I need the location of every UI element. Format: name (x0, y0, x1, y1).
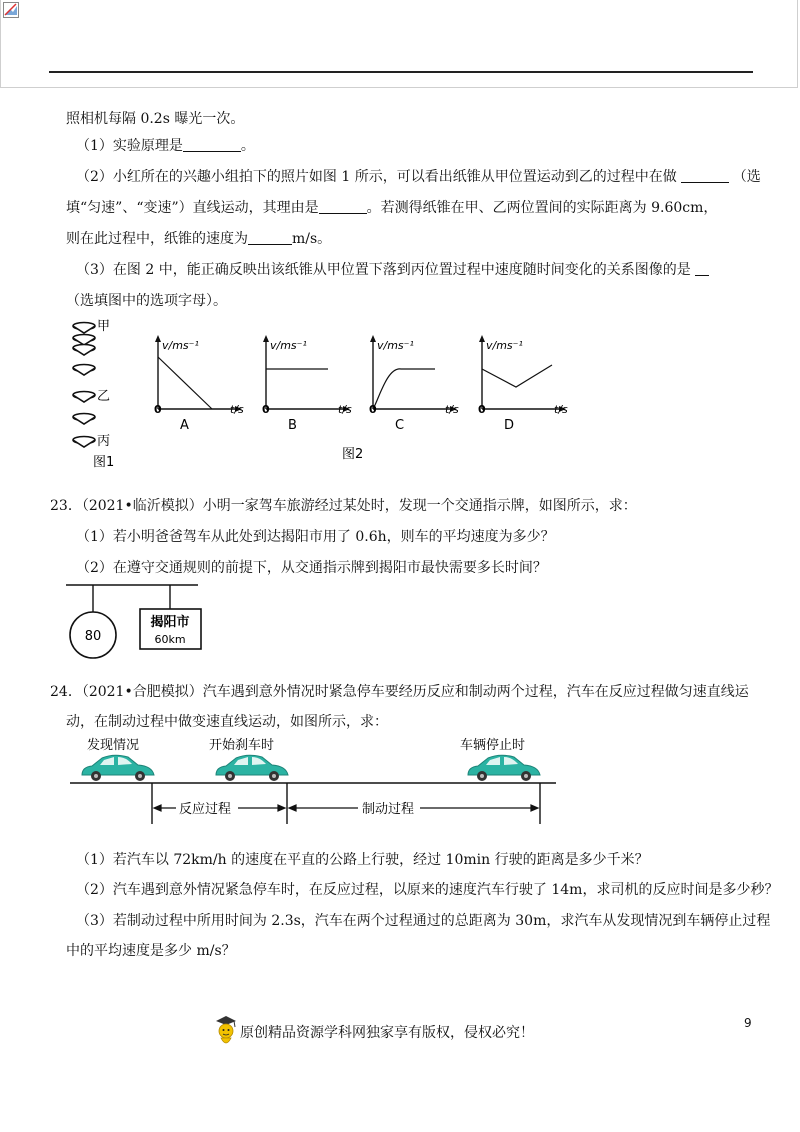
label-yi: 乙 (97, 389, 111, 404)
option-label: A (180, 418, 189, 433)
vt-curve (373, 369, 435, 409)
answer-blank (183, 137, 241, 152)
braking-diagram (68, 734, 568, 824)
y-axis-arrow (263, 335, 269, 342)
vt-graph-b (262, 335, 352, 433)
vt-graph-a (154, 335, 244, 433)
q22-part2-line2 (66, 199, 717, 217)
vt-curve (482, 365, 552, 387)
y-axis-arrow (155, 335, 161, 342)
q23-part2: （2）在遵守交通规则的前提下，从交通指示牌到揭阳市最快需要多长时间？ (76, 560, 547, 576)
y-axis-label: v/ms⁻¹ (270, 339, 307, 352)
q22-part2-line3 (66, 230, 331, 248)
option-label: C (395, 418, 405, 433)
q22-part2-text3b: m/s。 (292, 231, 332, 247)
y-axis-arrow (370, 335, 376, 342)
answer-blank (695, 261, 709, 276)
q22-part2-text1: （2）小红所在的兴趣小组拍下的照片如图 1 所示，可以看出纸锥从甲位置运动到乙的过程中在做 (76, 169, 677, 185)
figure1-caption: 图1 (93, 455, 115, 470)
page-number: 9 (744, 1016, 752, 1030)
answer-blank (248, 230, 292, 245)
q24-part2: （2）汽车遇到意外情况紧急停车时，在反应过程，以原来的速度汽车行驶了 14m，求司机的反应时间是多少秒？ (76, 882, 779, 898)
stage-brake-label: 开始刹车时 (209, 738, 275, 753)
origin-label: 0 (262, 403, 270, 416)
speed-limit-value: 80 (84, 629, 102, 644)
figure1-cones (73, 323, 95, 448)
traffic-sign (62, 580, 222, 660)
origin-label: 0 (369, 403, 377, 416)
mascot-icon (214, 1014, 238, 1048)
q24-stem-line1: 24．（2021•合肥模拟）汽车遇到意外情况时紧急停车要经历反应和制动两个过程，汽车在反应过程做匀速直线运 (50, 684, 749, 700)
q22-part3-line2: （选填图中的选项字母）。 (66, 293, 227, 309)
q22-line1: 照相机每隔 0.2s 曝光一次。 (66, 111, 245, 127)
label-bing: 丙 (97, 434, 111, 449)
q22-part2-text2: 填“匀速”、“变速”）直线运动，其理由是 (66, 200, 319, 216)
x-axis-label: t/s (554, 403, 568, 416)
vt-curve (158, 357, 212, 409)
x-axis-label: t/s (230, 403, 244, 416)
braking-label: 制动过程 (362, 802, 415, 817)
q22-part1-text: （1）实验原理是 (76, 138, 183, 154)
origin-label: 0 (478, 403, 486, 416)
distance-sign-city: 揭阳市 (150, 615, 190, 630)
q24-part1: （1）若汽车以 72km/h 的速度在平直的公路上行驶，经过 10min 行驶的距离是多少千米？ (76, 852, 649, 868)
car-icon (82, 755, 154, 781)
stage-stop-label: 车辆停止时 (460, 738, 526, 753)
q22-part2-text3: 则在此过程中，纸锥的速度为 (66, 231, 248, 247)
q24-part3-line2: 中的平均速度是多少 m/s？ (66, 943, 236, 959)
q23-part1: （1）若小明爸爸驾车从此处到达揭阳市用了 0.6h，则车的平均速度为多少？ (76, 529, 555, 545)
x-axis-label: t/s (338, 403, 352, 416)
car-icon (468, 755, 540, 781)
y-axis-label: v/ms⁻¹ (486, 339, 523, 352)
car-icon (216, 755, 288, 781)
q22-part2-text1b: （选 (732, 169, 761, 185)
stage-found-label: 发现情况 (87, 738, 140, 753)
page-header (0, 0, 798, 88)
q24-stem-line2: 动，在制动过程中做变速直线运动，如图所示，求： (66, 714, 388, 730)
q22-part1 (76, 137, 255, 155)
label-jia: 甲 (97, 319, 111, 334)
figure2-graphs (154, 335, 568, 433)
footer-copyright: 原创精品资源学科网独家享有版权，侵权必究！ (240, 1025, 534, 1041)
q22-part2-text2b: 。若测得纸锥在甲、乙两位置间的实际距离为 9.60cm， (366, 200, 718, 216)
broken-image-icon (3, 2, 19, 18)
vt-graph-d (478, 335, 568, 433)
answer-blank (319, 199, 367, 214)
y-axis-arrow (479, 335, 485, 342)
q22-part1-end: 。 (240, 138, 255, 154)
answer-blank (681, 168, 729, 183)
q23-stem: 23．（2021•临沂模拟）小明一家驾车旅游经过某处时，发现一个交通指示牌，如图所示，求： (50, 498, 637, 514)
y-axis-label: v/ms⁻¹ (162, 339, 199, 352)
header-rule (49, 71, 753, 73)
x-axis-label: t/s (445, 403, 459, 416)
q22-part3-text1: （3）在图 2 中，能正确反映出该纸锥从甲位置下落到丙位置过程中速度随时间变化的关系图像的是 (76, 262, 691, 278)
option-label: D (504, 418, 515, 433)
q24-part3-line1: （3）若制动过程中所用时间为 2.3s，汽车在两个过程通过的总距离为 30m，求汽车从发现情况到车辆停止过程 (76, 913, 771, 929)
distance-sign-km: 60km (154, 633, 186, 646)
y-axis-label: v/ms⁻¹ (377, 339, 414, 352)
origin-label: 0 (154, 403, 162, 416)
option-label: B (288, 418, 297, 433)
reaction-label: 反应过程 (179, 802, 232, 817)
q22-part3-line1 (76, 261, 709, 279)
figure2-caption: 图2 (342, 447, 364, 462)
q22-figures (60, 316, 568, 476)
q22-part2-line1 (76, 168, 761, 186)
vt-graph-c (369, 335, 459, 433)
